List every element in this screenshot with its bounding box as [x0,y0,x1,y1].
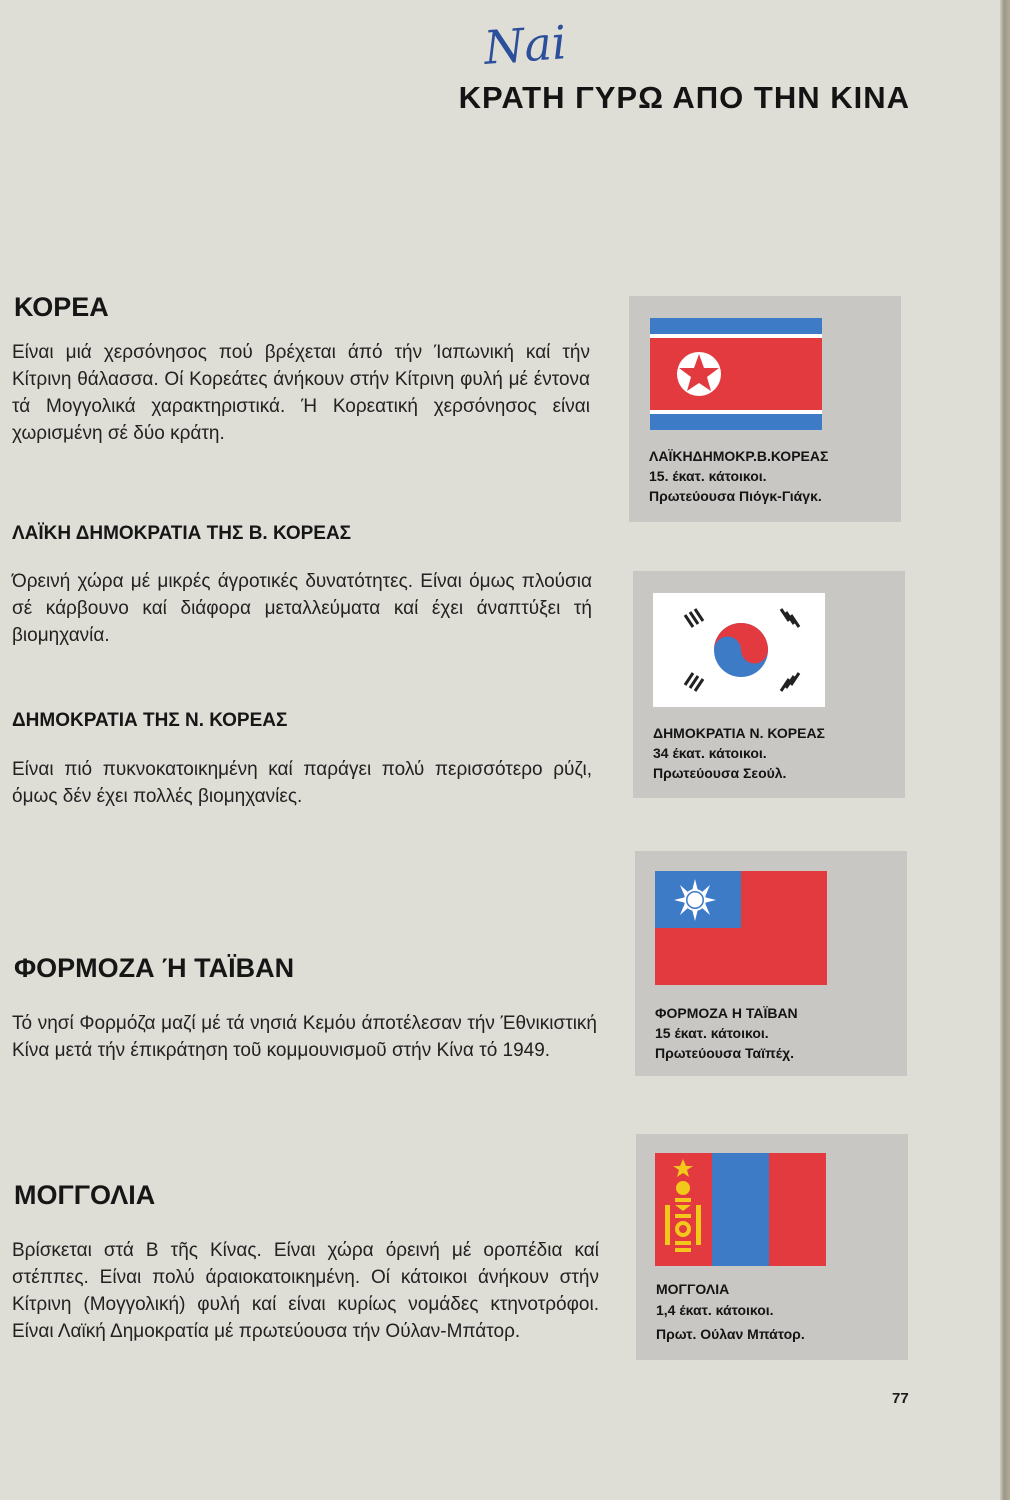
flag-card-population: 1,4 έκατ. κάτοικοι. [656,1302,774,1318]
flag-card-capital: Πρωτεύουσα Πιόγκ-Γιάγκ. [649,488,822,504]
flag-card-capital: Πρωτ. Ούλαν Μπάτορ. [656,1326,805,1342]
heading-taiwan: ΦΟΡΜΟΖΑ Ή ΤΑΪΒΑΝ [14,953,295,983]
page-title: ΚΡΑΤΗ ΓΥΡΩ ΑΠΟ ΤΗΝ ΚΙΝΑ [458,80,910,115]
flag-card-mongolia [636,1134,908,1360]
paragraph-mongolia: Βρίσκεται στά Β τῆς Κίνας. Είναι χώρα όρεινή μέ οροπέδια καί στέππες. Είναι πολύ άραιοκατοικημένη. Οί κάτοικοι άνήκουν στήν Κίτρινη (Μογγολική) φυλή καί είναι κυρίως νομάδες κτηνοτρόφοι. Είναι Λαϊκή Δημοκρατία μέ πρωτεύουσα τήν Ούλαν-Μπάτορ. [12,1240,599,1342]
flag-card-population: 15. έκατ. κάτοικοι. [649,468,767,484]
taiwan-flag [655,871,827,985]
paragraph-south-korea: Είναι πιό πυκνοκατοικημένη καί παράγει πολύ περισσότερο ρύζι, όμως δέν έχει πολλές βιομηχανίες. [12,759,592,807]
flag-card-country: ΔΗΜΟΚΡΑΤΙΑ Ν. ΚΟΡΕΑΣ [653,725,825,741]
flag-card-country: ΛΑΪΚΗΔΗΜΟΚΡ.Β.ΚΟΡΕΑΣ [649,448,829,464]
north-korea-flag [650,318,822,430]
south-korea-flag [653,593,825,707]
heading-south-korea: ΔΗΜΟΚΡΑΤΙΑ ΤΗΣ Ν. ΚΟΡΕΑΣ [12,710,288,731]
flag-card-taiwan [635,851,907,1076]
flag-card-country: ΦΟΡΜΟΖΑ Η ΤΑΪΒΑΝ [655,1005,798,1021]
flag-card-population: 34 έκατ. κάτοικοι. [653,745,767,761]
heading-korea: ΚΟΡΕΑ [14,292,109,322]
heading-north-korea: ΛΑΪΚΗ ΔΗΜΟΚΡΑΤΙΑ ΤΗΣ Β. ΚΟΡΕΑΣ [12,523,352,544]
flag-card-country: ΜΟΓΓΟΛΙΑ [656,1281,730,1297]
flag-card-population: 15 έκατ. κάτοικοι. [655,1025,769,1041]
page-edge [1000,0,1010,1500]
page-number: 77 [892,1390,909,1407]
flag-card-south-korea [633,571,905,798]
mongolia-flag [655,1153,826,1266]
flag-card-north-korea [629,296,901,522]
paragraph-taiwan: Τό νησί Φορμόζα μαζί μέ τά νησιά Κεμόυ άποτέλεσαν τήν Έθνικιστική Κίνα μετά τήν έπικράτηση τοῦ κομμουνισμοῦ στήν Κίνα τό 1949. [12,1013,597,1061]
flag-card-capital: Πρωτεύουσα Ταϊπέχ. [655,1045,795,1061]
paragraph-north-korea: Όρεινή χώρα μέ μικρές άγροτικές δυνατότητες. Είναι όμως πλούσια σέ κάρβουνο καί διάφορα μεταλλεύματα καί έχει άναπτύξει τή βιομηχανία. [12,571,592,646]
paragraph-korea: Είναι μιά χερσόνησος πού βρέχεται άπό τήν Ίαπωνική καί τήν Κίτρινη θάλασσα. Οί Κορεάτες άνήκουν στήν Κίτρινη φυλή μέ έντονα τά Μογγολικά χαρακτηριστικά. Ή Κορεατική χερσόνησος είναι χωρισμένη σέ δύο κράτη. [12,342,590,444]
flag-card-capital: Πρωτεύουσα Σεούλ. [653,765,787,781]
handwritten-note: Nai [482,15,569,75]
heading-mongolia: ΜΟΓΓΟΛΙΑ [14,1180,156,1210]
